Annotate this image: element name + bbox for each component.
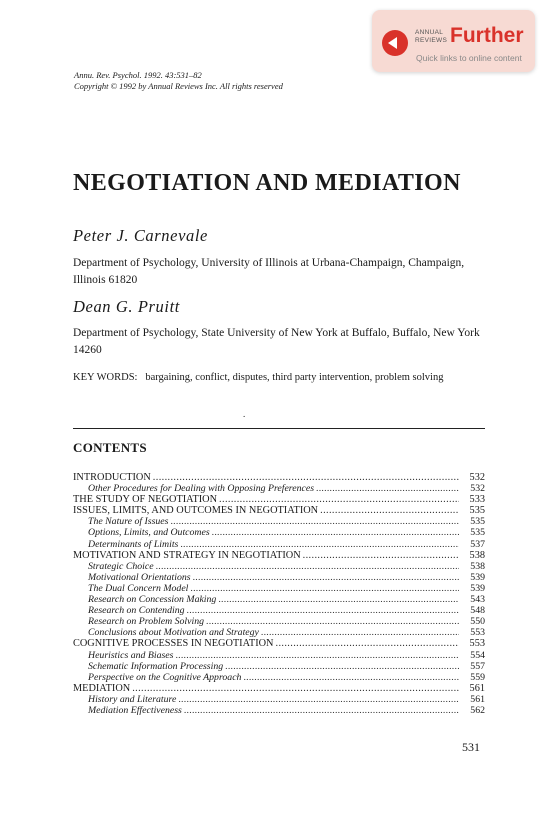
toc-dot-leader: [193, 572, 459, 583]
further-badge[interactable]: [372, 10, 535, 72]
toc-entry-label: Mediation Effectiveness: [88, 704, 182, 716]
toc-entry-page: 539: [470, 582, 485, 594]
toc-entry-page: 561: [470, 693, 485, 705]
toc-dot-leader: [132, 683, 459, 694]
keywords-line: [73, 372, 443, 383]
toc-entry-label: Heuristics and Biases: [88, 649, 174, 661]
divider-rule: [73, 428, 485, 429]
toc-entry-label: The Dual Concern Model: [88, 582, 189, 594]
toc-dot-leader: [170, 516, 459, 527]
further-wordmark: Further: [450, 24, 524, 47]
toc-dot-leader: [187, 605, 459, 616]
article-title: NEGOTIATION AND MEDIATION: [73, 170, 461, 196]
toc-entry-page: 559: [470, 671, 485, 683]
toc-entry-page: 538: [470, 560, 485, 572]
toc-dot-leader: [320, 505, 459, 516]
toc-entry[interactable]: [73, 650, 485, 661]
toc-entry[interactable]: [73, 705, 485, 716]
toc-dot-leader: [276, 638, 460, 649]
toc-entry[interactable]: [73, 539, 485, 550]
toc-dot-leader: [225, 661, 459, 672]
toc-entry[interactable]: [73, 672, 485, 683]
toc-entry-label: Strategic Choice: [88, 560, 154, 572]
toc-dot-leader: [184, 705, 459, 716]
toc-entry-label: Research on Problem Solving: [88, 616, 204, 628]
toc-dot-leader: [261, 627, 459, 638]
annual-reviews-logo-text: [415, 29, 455, 45]
keywords-label: KEY WORDS:: [73, 372, 138, 383]
toc-entry[interactable]: [73, 694, 485, 705]
journal-copyright: Copyright © 1992 by Annual Reviews Inc. All rights reserved: [74, 81, 283, 91]
publisher-line-1: ANNUAL: [415, 29, 444, 36]
toc-entry-label: ISSUES, LIMITS, AND OUTCOMES IN NEGOTIATION: [73, 505, 319, 517]
toc-dot-leader: [243, 672, 459, 683]
toc-entry-label: Other Procedures for Dealing with Opposing Preferences: [88, 483, 315, 495]
toc-entry[interactable]: [73, 494, 485, 505]
toc-entry-page: 550: [470, 616, 485, 628]
toc-entry-page: 535: [470, 527, 485, 539]
table-of-contents: [73, 472, 485, 716]
toc-entry[interactable]: [73, 616, 485, 627]
toc-entry-label: Determinants of Limits: [88, 538, 179, 550]
toc-entry-page: 543: [470, 594, 485, 606]
toc-entry-page: 532: [470, 483, 485, 495]
toc-entry-label: MOTIVATION AND STRATEGY IN NEGOTIATION: [73, 549, 301, 561]
toc-entry-label: INTRODUCTION: [73, 472, 151, 483]
toc-entry-label: MEDIATION: [73, 682, 131, 694]
toc-dot-leader: [316, 483, 459, 494]
toc-dot-leader: [153, 472, 459, 483]
publisher-line-2: REVIEWS: [415, 37, 448, 44]
toc-entry-page: 538: [469, 549, 485, 561]
toc-entry[interactable]: [73, 572, 485, 583]
toc-entry-page: 532: [469, 472, 485, 483]
toc-entry-label: Research on Concession Making: [88, 594, 217, 606]
toc-entry[interactable]: [73, 561, 485, 572]
toc-dot-leader: [219, 494, 459, 505]
author-affiliation: Department of Psychology, State University of New York at Buffalo, Buffalo, New York 14260: [73, 327, 480, 356]
stray-mark: .: [243, 409, 246, 419]
toc-entry-page: 557: [470, 660, 485, 672]
toc-entry[interactable]: [73, 683, 485, 694]
toc-entry-page: 553: [469, 638, 485, 650]
toc-entry-page: 561: [469, 682, 485, 694]
author-name: Peter J. Carnevale: [73, 226, 208, 245]
further-tagline: Quick links to online content: [416, 53, 522, 63]
toc-dot-leader: [178, 694, 459, 705]
toc-dot-leader: [180, 539, 459, 550]
toc-entry-page: 533: [469, 494, 485, 506]
toc-dot-leader: [190, 583, 459, 594]
toc-entry-label: Research on Contending: [88, 605, 185, 617]
journal-citation: Annu. Rev. Psychol. 1992. 43:531–82: [74, 70, 202, 80]
toc-entry[interactable]: [73, 483, 485, 494]
toc-entry-label: Motivational Orientations: [88, 571, 191, 583]
toc-entry-page: 535: [470, 516, 485, 528]
toc-entry-page: 537: [470, 538, 485, 550]
contents-heading: CONTENTS: [73, 440, 147, 455]
toc-entry-label: Conclusions about Motivation and Strategy: [88, 627, 259, 639]
toc-entry[interactable]: [73, 550, 485, 561]
toc-entry-page: 554: [470, 649, 485, 661]
author-name: Dean G. Pruitt: [73, 297, 180, 316]
author-affiliation: Department of Psychology, University of Illinois at Urbana-Champaign, Champaign, Illinois 61820: [73, 257, 465, 286]
toc-dot-leader: [175, 650, 459, 661]
toc-entry-page: 535: [469, 505, 485, 517]
toc-entry-page: 562: [470, 704, 485, 716]
toc-dot-leader: [303, 550, 459, 561]
toc-entry[interactable]: [73, 527, 485, 538]
toc-entry-label: The Nature of Issues: [88, 516, 169, 528]
toc-entry[interactable]: [73, 516, 485, 527]
toc-dot-leader: [206, 616, 459, 627]
toc-dot-leader: [156, 561, 459, 572]
toc-entry-page: 548: [470, 605, 485, 617]
toc-entry[interactable]: [73, 627, 485, 638]
toc-entry-page: 539: [470, 571, 485, 583]
toc-entry[interactable]: [73, 472, 485, 483]
keywords-list: bargaining, conflict, disputes, third party intervention, problem solving: [145, 372, 444, 383]
page-number: 531: [462, 740, 480, 754]
toc-entry-label: THE STUDY OF NEGOTIATION: [73, 494, 218, 506]
play-icon: [382, 30, 408, 56]
toc-entry-page: 553: [470, 627, 485, 639]
toc-entry[interactable]: [73, 594, 485, 605]
toc-entry[interactable]: [73, 505, 485, 516]
toc-entry[interactable]: [73, 661, 485, 672]
toc-entry[interactable]: [73, 583, 485, 594]
toc-dot-leader: [212, 527, 459, 538]
toc-entry-label: COGNITIVE PROCESSES IN NEGOTIATION: [73, 638, 274, 650]
toc-entry-label: Schematic Information Processing: [88, 660, 224, 672]
toc-dot-leader: [218, 594, 459, 605]
toc-entry-label: Options, Limits, and Outcomes: [88, 527, 210, 539]
toc-entry-label: History and Literature: [88, 693, 177, 705]
toc-entry[interactable]: [73, 605, 485, 616]
toc-entry-label: Perspective on the Cognitive Approach: [88, 671, 242, 683]
toc-entry[interactable]: [73, 638, 485, 649]
journal-header: [74, 70, 283, 92]
